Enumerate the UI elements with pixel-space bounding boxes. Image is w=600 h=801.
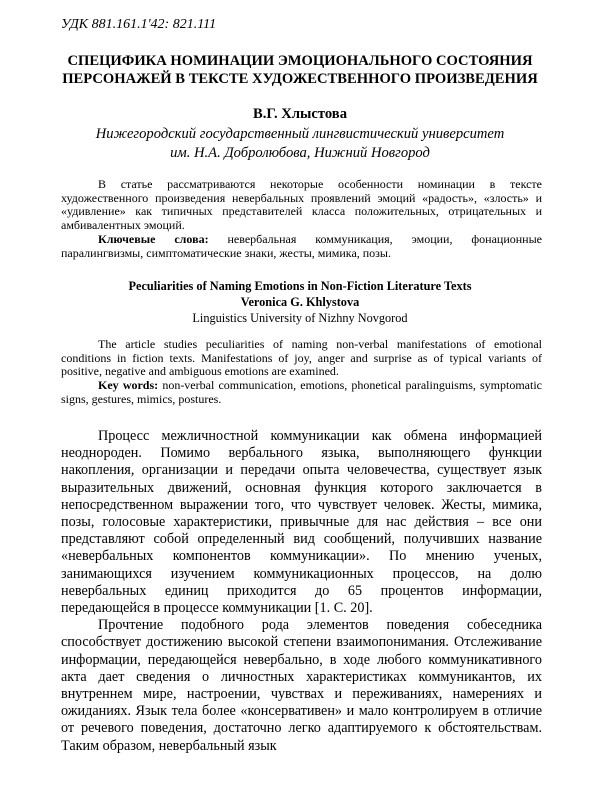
abstract-ru: В статье рассматриваются некоторые особенности номинации в тексте художественного произведения невербальных проявлений эмоций «радость», «злость» и «удивление» как типичных представителей класса положительных, отрицательных и амбивалентных эмоций. [61, 177, 542, 232]
body-paragraph-1: Процесс межличностной коммуникации как обмена информацией неоднороден. Помимо вербального языка, выполняющего функции накопления, организации и передачи опыта человечества, существует язык выразительных движений, основная функция которого заключается в непосредственном выражении того, что чувствует человек. Жесты, мимика, позы, голосовые характеристики, привычные для нас действия – все они представляют собой определенный вид сообщений, получивших название «невербальных компонентов коммуникации». По мнению ученых, занимающихся изучением коммуникационных процессов, на долю невербальных единиц приходится до 65 процентов информации, передающейся в процессе коммуникации [1. С. 20]. [61, 428, 542, 617]
article-title: СПЕЦИФИКА НОМИНАЦИИ ЭМОЦИОНАЛЬНОГО СОСТОЯНИЯ ПЕРСОНАЖЕЙ В ТЕКСТЕ ХУДОЖЕСТВЕННОГО ПРОИЗВЕДЕНИЯ [62, 53, 538, 87]
affiliation-line-1: Нижегородский государственный лингвистический университет [95, 126, 505, 142]
author-en: Veronica G. Khlystova [240, 295, 360, 309]
abstract-en: The article studies peculiarities of naming non-verbal manifestations of emotional conditions in fiction texts. Manifestations of joy, anger and surprise as of typical variants of positive, negative and ambiguous emotions are examined. [61, 337, 542, 379]
keywords-en-label: Key words: [98, 378, 159, 392]
keywords-en-text: non-verbal communication, emotions, phonetical paralinguisms, symptomatic signs, gestures, mimics, postures. [61, 378, 543, 406]
affiliation-en: Linguistics University of Nizhny Novgorod [192, 311, 408, 325]
keywords-ru-text: невербальная коммуникация, эмоции, фонационные паралингвизмы, симптоматические знаки, жесты, мимика, позы. [61, 232, 542, 260]
body-paragraph-2: Прочтение подобного рода элементов поведения собеседника способствует достижению высокой степени взаимопонимания. Отслеживание информации, передающейся невербально, в ходе любого коммуникативного акта дает сведения о личностных характеристиках коммуникантов, их внутреннем мире, настроении, чувствах и переживаниях, намерениях и ожиданиях. Язык тела более «консервативен» и мало контролируем в отличие от речевого поведения, достаточно легко адаптируемого к обстоятельствам. Таким образом, невербальный язык [61, 617, 542, 754]
author-name: В.Г. Хлыстова [252, 106, 347, 122]
title-en: Peculiarities of Naming Emotions in Non-Fiction Literature Texts [128, 279, 472, 293]
affiliation [40, 125, 560, 163]
keywords-en [61, 379, 542, 406]
main-text [61, 428, 542, 755]
keywords-ru-label: Ключевые слова: [98, 232, 209, 246]
affiliation-line-2: им. Н.А. Добролюбова, Нижний Новгород [170, 145, 430, 161]
keywords-ru [61, 233, 542, 260]
udk-code: УДК 881.161.1'42: 821.111 [61, 17, 217, 32]
